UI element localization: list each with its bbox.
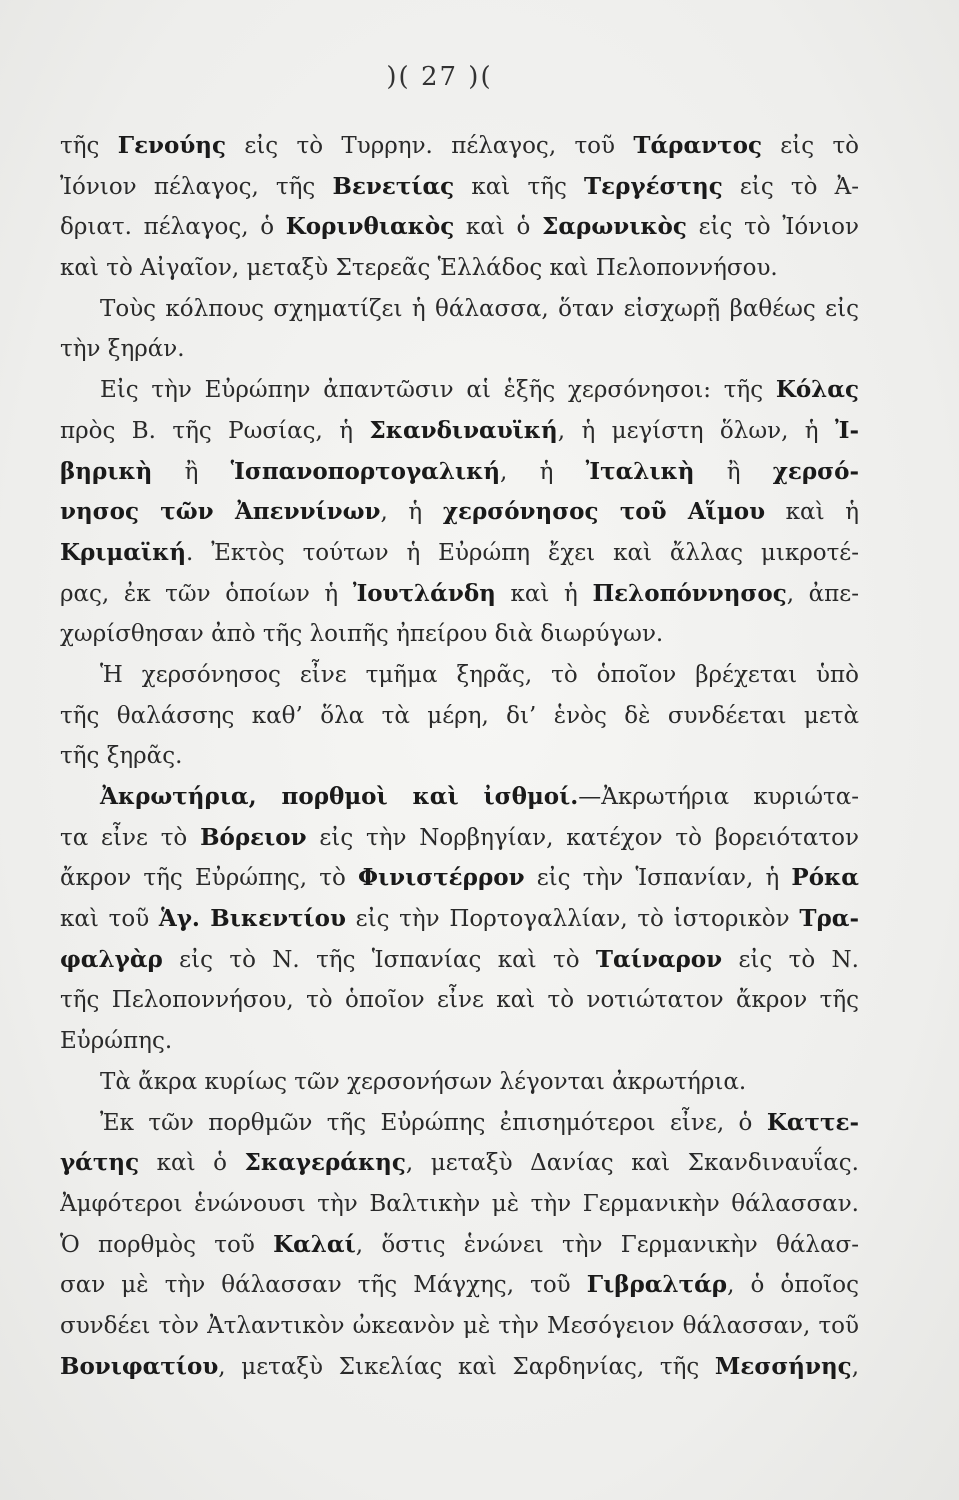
bold-term: βηρικὴ xyxy=(60,457,153,485)
text-segment: Ἰόνιον πέλαγος, τῆς xyxy=(60,173,333,200)
text-segment: καὶ τοῦ xyxy=(60,906,159,933)
bold-term: Ἱσπανοπορτογαλική xyxy=(230,457,501,485)
bold-term: Καττε- xyxy=(766,1108,859,1136)
text-line xyxy=(60,452,859,493)
text-segment: καὶ ἡ xyxy=(495,580,593,607)
text-line xyxy=(60,167,859,208)
bold-term: Γενούης xyxy=(117,132,227,159)
text-segment: , ὁ ὁποῖος xyxy=(727,1272,859,1299)
text-segment: —Ἀκρωτήρια κυριώτα- xyxy=(578,784,859,810)
text-line xyxy=(60,492,859,533)
text-line xyxy=(60,1062,859,1103)
text-segment: Εἰς τὴν Εὐρώπην ἀπαντῶσιν αἱ ἑξῆς χερσόνησοι: τῆς xyxy=(100,377,776,404)
text-segment: σαν μὲ τὴν θάλασσαν τῆς Μάγχης, τοῦ xyxy=(60,1272,587,1299)
text-line xyxy=(60,736,859,777)
text-line xyxy=(60,818,859,859)
text-segment: τῆς xyxy=(60,133,118,159)
bold-term: Σαρωνικὸς xyxy=(542,213,687,241)
text-segment: , ἡ xyxy=(380,499,443,526)
bold-term: Κόλας xyxy=(775,376,859,404)
text-segment: τὴν ξηράν. xyxy=(60,336,185,363)
text-segment: , ἡ xyxy=(500,458,586,485)
text-segment: χωρίσθησαν ἀπὸ τῆς λοιπῆς ἠπείρου διὰ διωρύγων. xyxy=(60,621,664,648)
text-line xyxy=(60,940,859,981)
text-segment: Τὰ ἄκρα κυρίως τῶν χερσονήσων λέγονται ἀκρωτήρια. xyxy=(100,1068,747,1095)
text-segment: καὶ ὁ xyxy=(454,214,543,241)
text-line xyxy=(60,1103,859,1144)
text-segment: Ἐκ τῶν πορθμῶν τῆς Εὐρώπης ἐπισημότεροι εἶνε, ὁ xyxy=(100,1109,767,1136)
text-segment: εἰς τὸ Τυρρην. πέλαγος, τοῦ xyxy=(226,133,634,159)
text-line xyxy=(60,1347,859,1388)
text-segment: εἰς τὸ Ἰόνιον xyxy=(686,214,859,241)
text-line xyxy=(60,248,859,289)
bold-term: Μεσσήνης xyxy=(714,1352,852,1380)
text-line xyxy=(60,289,859,330)
text-segment: ἢ xyxy=(694,458,773,485)
text-segment: ἢ xyxy=(152,458,231,485)
bold-term: Φινιστέρρον xyxy=(358,864,525,892)
bold-term: χερσόνησος τοῦ Αἵμου xyxy=(442,498,766,526)
text-line xyxy=(60,614,859,655)
text-line xyxy=(60,1306,859,1347)
text-segment: ἄκρον τῆς Εὐρώπης, τὸ xyxy=(60,865,358,892)
text-segment: εἰς τὴν Νορβηγίαν, κατέχον τὸ βορειότατον xyxy=(306,824,859,851)
text-segment: εἰς τὸ Ν. xyxy=(722,946,859,973)
text-segment: Εὐρώπης. xyxy=(60,1028,173,1055)
bold-term: Καλαί xyxy=(273,1230,356,1258)
text-line xyxy=(60,411,859,452)
bold-term: Γιβραλτάρ xyxy=(586,1271,728,1299)
bold-term: γάτης xyxy=(60,1149,140,1177)
bold-term: Ἁγ. Βικεντίου xyxy=(158,905,346,933)
text-segment: . Ἐκτὸς τούτων ἡ Εὐρώπη ἔχει καὶ ἄλλας μικροτέ- xyxy=(186,539,859,566)
text-segment: εἰς τὸ xyxy=(761,133,859,159)
text-line xyxy=(60,899,859,940)
text-segment: Ἡ χερσόνησος εἶνε τμῆμα ξηρᾶς, τὸ ὁποῖον βρέχεται ὑπὸ xyxy=(100,661,859,688)
text-line xyxy=(60,1225,859,1266)
text-line xyxy=(60,207,859,248)
text-segment: , μεταξὺ Δανίας καὶ Σκανδιναυΐας. xyxy=(405,1150,859,1177)
bold-term: Τάραντος xyxy=(633,132,762,159)
text-segment: ρας, ἐκ τῶν ὁποίων ἡ xyxy=(60,580,353,607)
text-segment: τῆς θαλάσσης καθ’ ὅλα τὰ μέρη, δι’ ἑνὸς δὲ συνδέεται μετὰ xyxy=(60,702,859,729)
text-segment: Ὁ πορθμὸς τοῦ xyxy=(60,1231,274,1258)
text-line xyxy=(60,126,859,167)
text-line xyxy=(60,574,859,615)
text-line xyxy=(60,858,859,899)
text-segment: , ἀπε- xyxy=(786,580,859,607)
bold-term: νησος τῶν Ἀπεννίνων xyxy=(60,498,381,526)
bold-term: Κριμαϊκή xyxy=(60,538,187,566)
text-segment: εἰς τὸ Ν. τῆς Ἱσπανίας καὶ τὸ xyxy=(162,946,596,973)
text-segment: , ὅστις ἑνώνει τὴν Γερμανικὴν θάλασ- xyxy=(355,1231,859,1258)
bold-term: φαλγὰρ xyxy=(60,945,163,973)
text-segment: τα εἶνε τὸ xyxy=(60,824,201,851)
bold-term: Ρόκα xyxy=(791,864,859,892)
text-line xyxy=(60,777,859,818)
text-line xyxy=(60,1265,859,1306)
bold-term: Ἀκρωτήρια, πορθμοὶ καὶ ἰσθμοί. xyxy=(100,783,579,810)
text-segment: τῆς Πελοποννήσου, τὸ ὁποῖον εἶνε καὶ τὸ νοτιώτατον ἄκρον τῆς xyxy=(60,987,859,1014)
text-segment: Ἀμφότεροι ἑνώνουσι τὴν Βαλτικὴν μὲ τὴν Γερμανικὴν θάλασσαν. xyxy=(60,1190,859,1217)
text-line xyxy=(60,329,859,370)
bold-term: Βόρειον xyxy=(200,823,307,851)
bold-term: χερσό- xyxy=(772,457,859,485)
bold-term: Ἰταλικὴ xyxy=(585,457,695,485)
text-body xyxy=(60,126,859,1387)
text-segment: τῆς ξηρᾶς. xyxy=(60,743,183,770)
bold-term: Ἰ- xyxy=(834,416,859,444)
text-line xyxy=(60,533,859,574)
text-line xyxy=(60,1021,859,1062)
bold-term: Σκαγεράκης xyxy=(244,1149,406,1177)
text-line xyxy=(60,1184,859,1225)
text-segment: καὶ ἡ xyxy=(765,499,859,526)
page-number: )( 27 )( xyxy=(386,62,493,92)
text-line xyxy=(60,980,859,1021)
text-segment: , μεταξὺ Σικελίας καὶ Σαρδηνίας, τῆς xyxy=(218,1353,715,1380)
text-segment: , ἡ μεγίστη ὅλων, ἡ xyxy=(557,417,835,444)
bold-term: Πελοπόννησος xyxy=(592,579,787,607)
text-segment: πρὸς Β. τῆς Ρωσίας, ἡ xyxy=(60,417,370,444)
text-line xyxy=(60,1143,859,1184)
text-segment: καὶ τῆς xyxy=(454,173,584,200)
text-segment: εἰς τὸ Ἀ- xyxy=(722,173,859,200)
text-segment: , xyxy=(851,1353,859,1380)
text-segment: εἰς τὴν Πορτογαλλίαν, τὸ ἱστορικὸν xyxy=(345,906,800,933)
text-segment: Τοὺς κόλπους σχηματίζει ἡ θάλασσα, ὅταν εἰσχωρῇ βαθέως εἰς xyxy=(100,295,859,322)
text-segment: καὶ ὁ xyxy=(139,1150,245,1177)
text-line xyxy=(60,370,859,411)
text-segment: συνδέει τὸν Ἀτλαντικὸν ὠκεανὸν μὲ τὴν Μεσόγειον θάλασσαν, τοῦ xyxy=(60,1312,859,1339)
bold-term: Κορινθιακὸς xyxy=(285,213,455,241)
bold-term: Τεργέστης xyxy=(584,172,723,200)
text-line xyxy=(60,655,859,696)
text-segment: καὶ τὸ Αἰγαῖον, μεταξὺ Στερεᾶς Ἑλλάδος καὶ Πελοποννήσου. xyxy=(60,255,778,282)
bold-term: Τρα- xyxy=(799,905,859,933)
bold-term: Σκανδιναυϊκή xyxy=(369,416,558,444)
text-segment: εἰς τὴν Ἱσπανίαν, ἡ xyxy=(524,865,792,892)
text-segment: δριατ. πέλαγος, ὁ xyxy=(60,214,286,241)
bold-term: Ταίναρον xyxy=(595,945,723,973)
bold-term: Ἰουτλάνδη xyxy=(352,579,496,607)
bold-term: Βενετίας xyxy=(332,172,455,200)
bold-term: Βονιφατίου xyxy=(60,1352,219,1380)
text-line xyxy=(60,696,859,737)
